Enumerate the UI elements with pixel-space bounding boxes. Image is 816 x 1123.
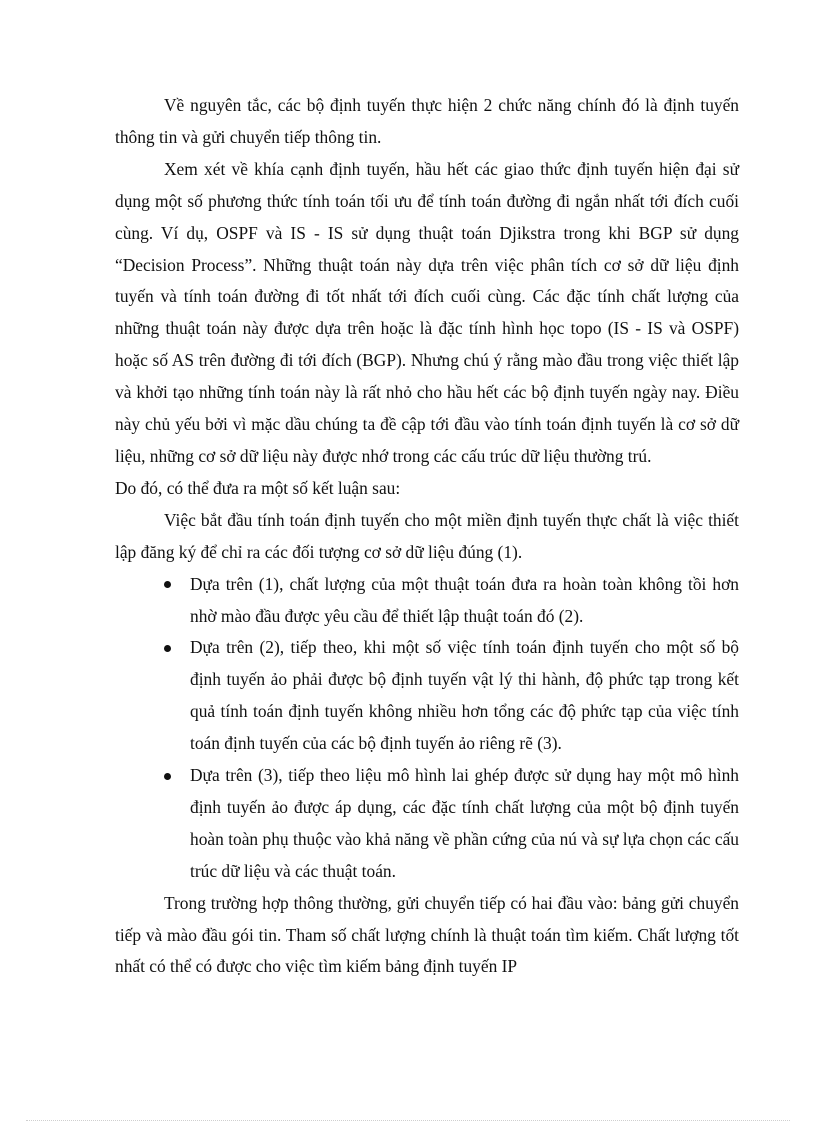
list-item-text: Dựa trên (1), chất lượng của một thuật toán đưa ra hoàn toàn không tồi hơn nhờ mào đầu được yêu cầu để thiết lập thuật toán đó (2). bbox=[190, 573, 739, 626]
document-body bbox=[115, 90, 739, 983]
conclusion-list bbox=[115, 569, 739, 888]
paragraph-conclusion-intro: Do đó, có thể đưa ra một số kết luận sau: bbox=[115, 477, 401, 498]
bullet-icon bbox=[164, 645, 171, 652]
paragraph-principle: Về nguyên tắc, các bộ định tuyến thực hiện 2 chức năng chính đó là định tuyến thông tin và gửi chuyển tiếp thông tin. bbox=[115, 95, 739, 147]
paragraph-routing-start: Việc bắt đầu tính toán định tuyến cho một miền định tuyến thực chất là việc thiết lập đăng ký để chỉ ra các đối tượng cơ sở dữ liệu đúng (1). bbox=[115, 509, 739, 562]
bullet-icon bbox=[164, 581, 171, 588]
page-bottom-divider bbox=[26, 1120, 790, 1121]
list-item bbox=[190, 760, 739, 888]
list-item bbox=[190, 569, 739, 633]
paragraph-forwarding: Trong trường hợp thông thường, gửi chuyển tiếp có hai đầu vào: bảng gửi chuyển tiếp và mào đầu gói tin. Tham số chất lượng chính là thuật toán tìm kiếm. Chất lượng tốt nhất có thể có được cho việc tìm kiếm bảng định tuyến IP bbox=[115, 892, 739, 977]
list-item-text: Dựa trên (3), tiếp theo liệu mô hình lai ghép được sử dụng hay một mô hình định tuyến ảo được áp dụng, các đặc tính chất lượng của một bộ định tuyến hoàn toàn phụ thuộc vào khả năng về phần cứng của nú và sự lựa chọn các cấu trúc dữ liệu và các thuật toán. bbox=[190, 765, 739, 881]
bullet-icon bbox=[164, 773, 171, 780]
list-item-text: Dựa trên (2), tiếp theo, khi một số việc tính toán định tuyến cho một số bộ định tuyến ảo phải được bộ định tuyến vật lý thi hành, độ phức tạp trong kết quả tính toán định tuyến không nhiều hơn tổng các độ phức tạp của việc tính toán định tuyến của các bộ định tuyến ảo riêng rẽ (3). bbox=[190, 637, 739, 754]
list-item bbox=[190, 632, 739, 760]
paragraph-routing-aspect: Xem xét về khía cạnh định tuyến, hầu hết các giao thức định tuyến hiện đại sử dụng một số phương thức tính toán tối ưu để tính toán đường đi ngắn nhất tới đích cuối cùng. Ví dụ, OSPF và IS - IS sử dụng thuật toán Djikstra trong khi BGP sử dụng “Decision Process”. Những thuật toán này dựa trên việc phân tích cơ sở dữ liệu định tuyến và tính toán đường đi tốt nhất tới đích cuối cùng. Các đặc tính chất lượng của những thuật toán này được dựa trên hoặc là đặc tính hình học topo (IS - IS và OSPF) hoặc số AS trên đường đi tới đích (BGP). Nhưng chú ý rằng mào đầu trong việc thiết lập và khởi tạo những tính toán này là rất nhỏ cho hầu hết các bộ định tuyến ngày nay. Điều này chủ yếu bởi vì mặc dầu chúng ta đề cập tới đầu vào tính toán định tuyến là cơ sở dữ liệu, những cơ sở dữ liệu này được nhớ trong các cấu trúc dữ liệu thường trú. bbox=[115, 158, 739, 466]
